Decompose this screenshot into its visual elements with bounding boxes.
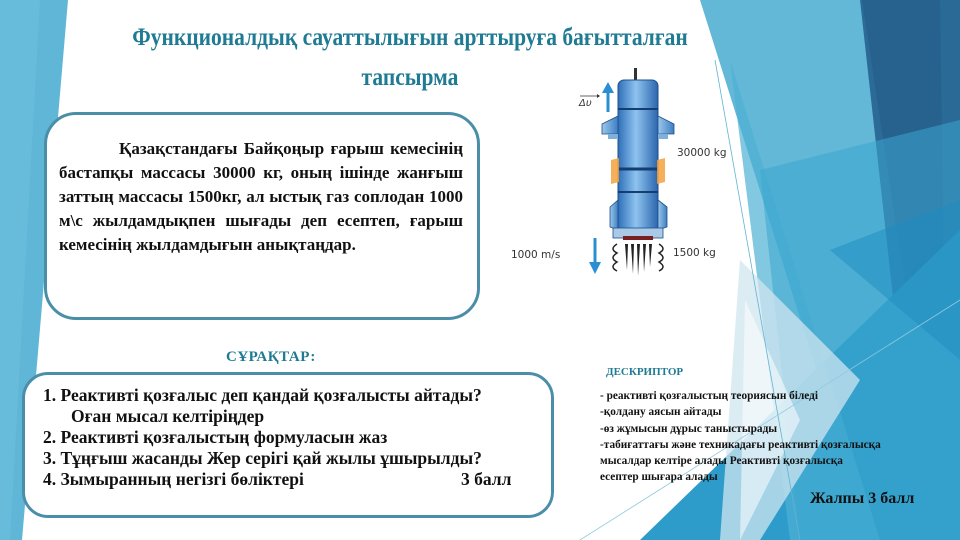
task-text-body: Қазақстандағы Байқоңыр ғарыш кемесінің бастапқы массасы 30000 кг, оның ішінде жанғыш заттың массасы 1500кг, ал ыстық газ соплодан 1000 м\с жылдамдықпен шығады деп есептеп, ғарыш кемесінің жылдамдығын анықтаңдар. (59, 139, 463, 254)
delta-v-label: Δυ (579, 98, 592, 109)
speed-label: 1000 m/s (511, 249, 561, 261)
total-score: Жалпы 3 балл (810, 490, 915, 507)
descriptor-item: -өз жұмысын дұрыс таныстырады (600, 422, 778, 435)
title-line-2: тапсырма (361, 64, 459, 91)
question-item: 3. Тұңғыш жасанды Жер серігі қай жылы ұшырылды? (43, 448, 482, 468)
question-item-continuation: Оған мысал келтіріңдер (71, 406, 265, 426)
delta-v-arrow-icon (602, 82, 614, 112)
descriptor-item: есептер шығара алады (600, 471, 718, 484)
question-item (43, 469, 553, 490)
task-text (59, 137, 463, 257)
mass-label: 30000 kg (677, 147, 727, 159)
question-item: 2. Реактивті қозғалыстың формуласын жаз (43, 427, 388, 447)
descriptor-item: -қолдану аясын айтады (600, 406, 722, 419)
rocket-body (618, 80, 658, 238)
descriptor-list (600, 388, 960, 486)
fuel-label: 1500 kg (673, 247, 716, 259)
orange-clamp-left (611, 158, 619, 184)
title-line-1: Функционалдық сауаттылығын арттыруға бағытталған (132, 24, 688, 51)
descriptor-item: - реактивті қозғалыстың теориясын біледі (600, 390, 819, 402)
question-score: 3 балл (461, 469, 512, 489)
exhaust-speed-arrow-icon (589, 238, 601, 274)
question-text: 4. Зымыранның негізгі бөліктері (43, 469, 304, 489)
questions-list (43, 385, 553, 490)
rocket-diagram (505, 62, 755, 292)
questions-heading: СҰРАҚТАР: (226, 349, 316, 365)
descriptor-item: -табиғаттағы және техникадағы реактивті қозғалысқа (600, 438, 881, 451)
descriptor-item: мысалдар келтіре алады Реактивті қозғалысқа (600, 455, 843, 468)
questions-box (22, 372, 554, 518)
descriptor-heading: ДЕСКРИПТОР (606, 366, 684, 378)
task-box (44, 112, 480, 320)
orange-clamp-right (657, 158, 665, 184)
question-item: 1. Реактивті қозғалыс деп қандай қозғалысты айтады? (43, 385, 482, 405)
